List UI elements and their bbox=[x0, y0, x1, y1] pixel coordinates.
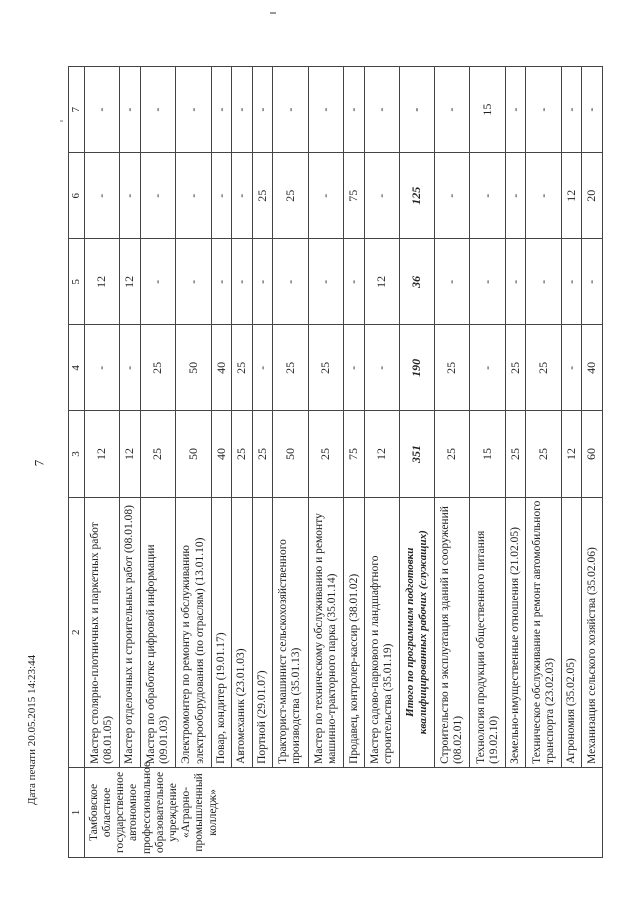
value-cell: 25 bbox=[526, 325, 562, 411]
value-cell: 25 bbox=[506, 411, 526, 497]
program-name: Агрономия (35.02.05) bbox=[562, 497, 582, 767]
value-cell: 12 bbox=[84, 239, 120, 325]
value-cell: - bbox=[308, 153, 344, 239]
table-row bbox=[506, 67, 526, 858]
value-cell: 25 bbox=[526, 411, 562, 497]
total-value: 125 bbox=[400, 153, 434, 239]
value-cell: 12 bbox=[120, 239, 140, 325]
value-cell: - bbox=[252, 239, 272, 325]
col-header: 5 bbox=[69, 239, 85, 325]
value-cell: 12 bbox=[562, 411, 582, 497]
value-cell: - bbox=[364, 153, 400, 239]
value-cell: - bbox=[582, 67, 603, 153]
value-cell: - bbox=[582, 239, 603, 325]
value-cell: - bbox=[120, 153, 140, 239]
value-cell: 25 bbox=[140, 325, 176, 411]
value-cell: 25 bbox=[232, 411, 252, 497]
value-cell: 15 bbox=[470, 67, 506, 153]
value-cell: - bbox=[344, 325, 364, 411]
total-label: Итого по программам подготовки квалифицированных рабочих (служащих) bbox=[400, 497, 434, 767]
table-row bbox=[232, 67, 252, 858]
table-row bbox=[582, 67, 603, 858]
value-cell: - bbox=[232, 67, 252, 153]
program-name: Мастер отделочных и строительных работ (08.01.08) bbox=[120, 497, 140, 767]
value-cell: - bbox=[212, 67, 232, 153]
value-cell: 25 bbox=[434, 325, 470, 411]
value-cell: - bbox=[84, 67, 120, 153]
value-cell: 25 bbox=[506, 325, 526, 411]
value-cell: - bbox=[364, 67, 400, 153]
table-row bbox=[470, 67, 506, 858]
total-value: 36 bbox=[400, 239, 434, 325]
program-name: Мастер садово-паркового и ландшафтного строительства (35.01.19) bbox=[364, 497, 400, 767]
value-cell: - bbox=[344, 239, 364, 325]
value-cell: 40 bbox=[212, 411, 232, 497]
program-name: Мастер по техническому обслуживанию и ремонту машинно-тракторного парка (35.01.14) bbox=[308, 497, 344, 767]
page-number: 7 bbox=[31, 459, 47, 467]
value-cell: 75 bbox=[344, 153, 364, 239]
value-cell: 25 bbox=[232, 325, 252, 411]
program-name: Мастер столярно-плотничных и паркетных работ (08.01.05) bbox=[84, 497, 120, 767]
value-cell: - bbox=[176, 153, 212, 239]
value-cell: - bbox=[140, 67, 176, 153]
value-cell: - bbox=[120, 325, 140, 411]
value-cell: 50 bbox=[176, 325, 212, 411]
program-name: Механизация сельского хозяйства (35.02.06) bbox=[582, 497, 603, 767]
value-cell: 25 bbox=[308, 325, 344, 411]
program-name: Технология продукции общественного питания (19.02.10) bbox=[470, 497, 506, 767]
value-cell: - bbox=[506, 153, 526, 239]
total-row bbox=[400, 67, 434, 858]
value-cell: - bbox=[434, 153, 470, 239]
col-header: 7 bbox=[69, 67, 85, 153]
col-header: 2 bbox=[69, 497, 85, 767]
value-cell: - bbox=[434, 239, 470, 325]
total-value: 351 bbox=[400, 411, 434, 497]
value-cell: - bbox=[434, 67, 470, 153]
value-cell: - bbox=[84, 325, 120, 411]
value-cell: - bbox=[232, 153, 252, 239]
program-name: Повар, кондитер (19.01.17) bbox=[212, 497, 232, 767]
program-name: Земельно-имущественные отношения (21.02.05) bbox=[506, 497, 526, 767]
table-row bbox=[212, 67, 232, 858]
table-row bbox=[526, 67, 562, 858]
admission-table-rotated bbox=[68, 66, 603, 858]
table-row bbox=[364, 67, 400, 858]
value-cell: - bbox=[140, 239, 176, 325]
value-cell: - bbox=[273, 67, 309, 153]
value-cell: - bbox=[308, 67, 344, 153]
print-date: Дата печати 20.05.2015 14:23:44 bbox=[26, 654, 38, 805]
value-cell: - bbox=[364, 325, 400, 411]
value-cell: - bbox=[176, 239, 212, 325]
scan-mark bbox=[60, 120, 63, 122]
program-name: Портной (29.01.07) bbox=[252, 497, 272, 767]
value-cell: 25 bbox=[308, 411, 344, 497]
value-cell: 12 bbox=[364, 411, 400, 497]
col-header: 1 bbox=[69, 767, 85, 857]
table-row bbox=[434, 67, 470, 858]
value-cell: - bbox=[140, 153, 176, 239]
value-cell: - bbox=[308, 239, 344, 325]
program-name: Продавец, контролер-кассир (38.01.02) bbox=[344, 497, 364, 767]
table-row bbox=[562, 67, 582, 858]
value-cell: - bbox=[526, 67, 562, 153]
col-header: 3 bbox=[69, 411, 85, 497]
program-name: Тракторист-машинист сельскохозяйственного производства (35.01.13) bbox=[273, 497, 309, 767]
table-row bbox=[344, 67, 364, 858]
value-cell: - bbox=[84, 153, 120, 239]
value-cell: - bbox=[470, 325, 506, 411]
scan-mark bbox=[270, 12, 276, 14]
value-cell: 60 bbox=[582, 411, 603, 497]
header-row bbox=[69, 67, 85, 858]
program-name: Техническое обслуживание и ремонт автомобильного транспорта (23.02.03) bbox=[526, 497, 562, 767]
value-cell: 20 bbox=[582, 153, 603, 239]
total-value: - bbox=[400, 67, 434, 153]
value-cell: 25 bbox=[252, 411, 272, 497]
admission-table bbox=[68, 66, 603, 858]
value-cell: 50 bbox=[176, 411, 212, 497]
value-cell: - bbox=[344, 67, 364, 153]
program-name: Электромонтер по ремонту и обслуживанию электрооборудования (по отраслям) (13.01.10) bbox=[176, 497, 212, 767]
value-cell: 50 bbox=[273, 411, 309, 497]
value-cell: 40 bbox=[582, 325, 603, 411]
value-cell: 25 bbox=[434, 411, 470, 497]
value-cell: 25 bbox=[252, 153, 272, 239]
value-cell: 12 bbox=[562, 153, 582, 239]
value-cell: - bbox=[273, 239, 309, 325]
value-cell: - bbox=[120, 67, 140, 153]
value-cell: 12 bbox=[120, 411, 140, 497]
value-cell: 25 bbox=[273, 325, 309, 411]
institution-name: Тамбовское областное государственное автономное профессиональное образовательное учреждение «Аграрно-промышленный колледж» bbox=[84, 767, 602, 857]
value-cell: - bbox=[562, 239, 582, 325]
value-cell: - bbox=[562, 67, 582, 153]
program-name: Автомеханик (23.01.03) bbox=[232, 497, 252, 767]
col-header: 6 bbox=[69, 153, 85, 239]
value-cell: - bbox=[232, 239, 252, 325]
program-name: Мастер по обработке цифровой информации (09.01.03) bbox=[140, 497, 176, 767]
value-cell: - bbox=[562, 325, 582, 411]
value-cell: 12 bbox=[364, 239, 400, 325]
table-row bbox=[273, 67, 309, 858]
value-cell: - bbox=[526, 239, 562, 325]
value-cell: 15 bbox=[470, 411, 506, 497]
value-cell: - bbox=[506, 67, 526, 153]
program-name: Строительство и эксплуатация зданий и сооружений (08.02.01) bbox=[434, 497, 470, 767]
value-cell: - bbox=[176, 67, 212, 153]
value-cell: - bbox=[470, 239, 506, 325]
table-row bbox=[308, 67, 344, 858]
table-row bbox=[140, 67, 176, 858]
col-header: 4 bbox=[69, 325, 85, 411]
value-cell: 40 bbox=[212, 325, 232, 411]
value-cell: - bbox=[252, 67, 272, 153]
value-cell: 25 bbox=[273, 153, 309, 239]
table-row bbox=[252, 67, 272, 858]
value-cell: - bbox=[526, 153, 562, 239]
total-value: 190 bbox=[400, 325, 434, 411]
value-cell: - bbox=[470, 153, 506, 239]
value-cell: - bbox=[212, 239, 232, 325]
table-row bbox=[84, 67, 120, 858]
value-cell: - bbox=[506, 239, 526, 325]
value-cell: 25 bbox=[140, 411, 176, 497]
value-cell: - bbox=[212, 153, 232, 239]
table-row bbox=[120, 67, 140, 858]
value-cell: 12 bbox=[84, 411, 120, 497]
value-cell: - bbox=[252, 325, 272, 411]
value-cell: 75 bbox=[344, 411, 364, 497]
table-row bbox=[176, 67, 212, 858]
